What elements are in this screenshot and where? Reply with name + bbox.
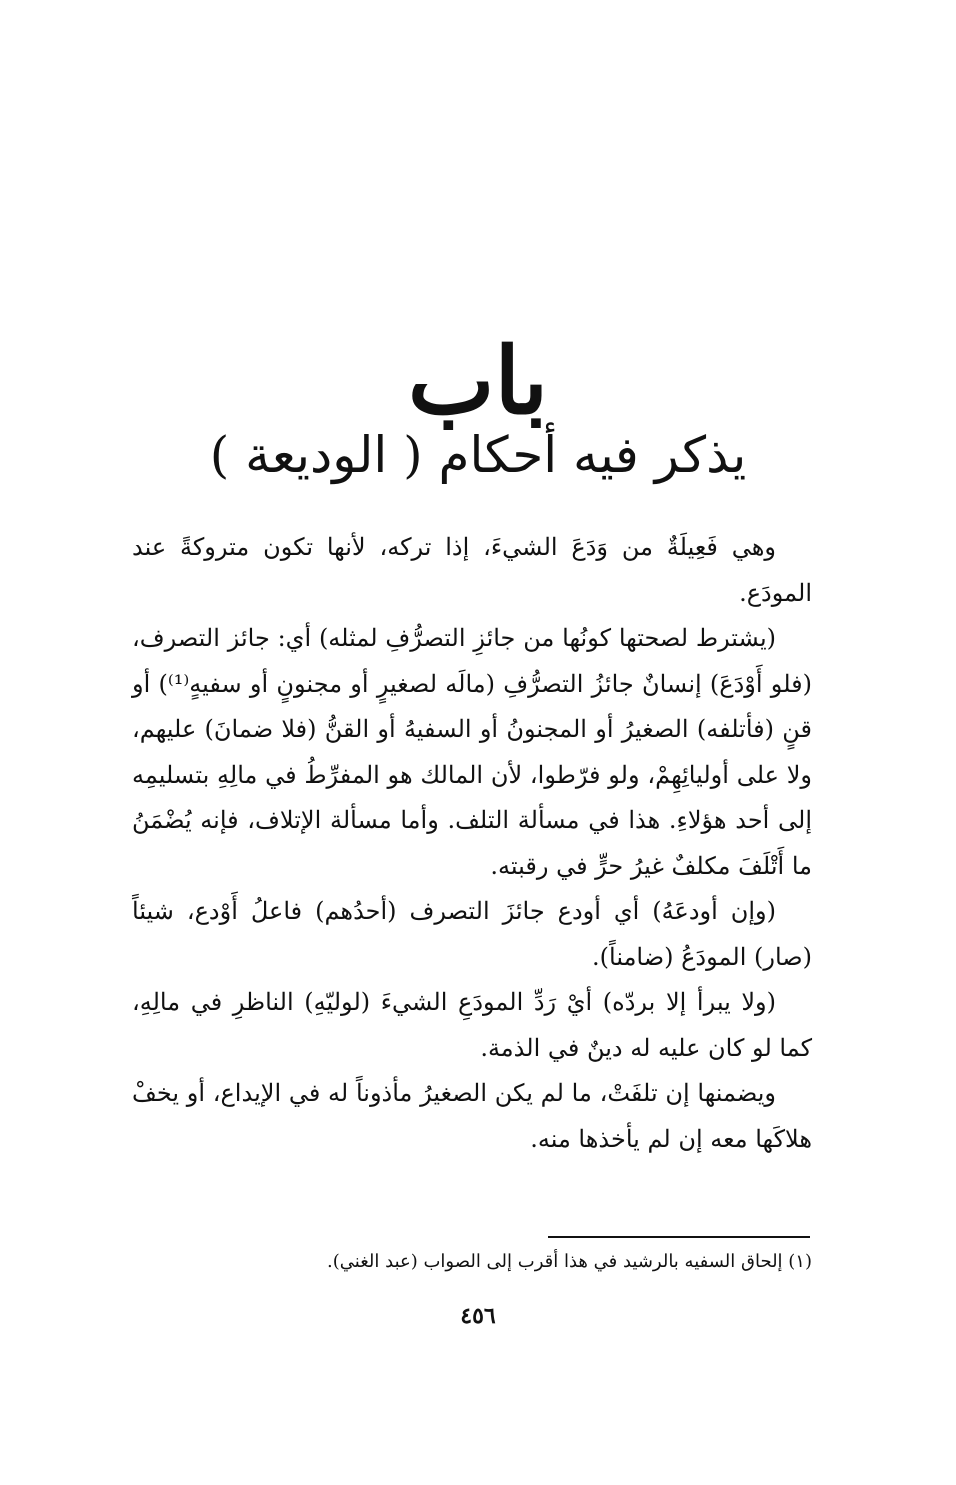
paragraph: (يشترط لصحتها كونُها من جائزِ التصرُّفِ لمثله) أي: جائز التصرف، (فلو أَوْدَعَ) إنسانٌ جائزُ التصرُّفِ (مالَه لصغيرٍ أو مجنونٍ أو سفيهٍ⁽¹⁾) أو قنٍ (فأتلفه) الصغيرُ أو المجنونُ أو السفيهُ أو القنُّ (فلا ضمانَ) عليهم، ولا على أوليائِهِمْ، ولو فرّطوا، لأن المالك هو المفرِّطُ في مالِهِ بتسليمِه إلى أحد هؤلاءِ. هذا في مسألة التلف. وأما مسألة الإتلاف، فإنه يُضْمَنُ ما أَتْلَفَ مكلفٌ غيرُ حرٍّ في رقبته. (132, 624, 813, 880)
footnote-divider (548, 1236, 810, 1238)
page-number: ٤٥٦ (460, 1303, 496, 1329)
paragraph: (وإن أودعَهُ) أي أودع جائزَ التصرف (أحدُهم) فاعلُ أَوْدع، شيئاً (صار) المودَعُ (ضامناً). (132, 897, 812, 971)
paragraph: ويضمنها إن تلفَتْ، ما لم يكن الصغيرُ مأذوناً له في الإيداع، أو يخفْ هلاكَها معه إن لم يأخذها منه. (132, 1079, 812, 1153)
chapter-heading: باب (407, 327, 549, 435)
footnote: (١) إلحاق السفيه بالرشيد في هذا أقرب إلى الصواب (عبد الغني). (327, 1251, 812, 1272)
paragraph: وهي فَعِيلَةٌ من وَدَعَ الشيءَ، إذا تركه، لأنها تكون متروكةً عند المودَع. (132, 533, 812, 607)
chapter-subtitle: يذكر فيه أحكام ( الوديعة ) (209, 426, 747, 484)
body-text (132, 525, 812, 1162)
paragraph: (ولا يبرأ إلا بردّه) أيْ رَدِّ المودَعِ الشيءَ (لوليّهِ) الناظرِ في مالِهِ، كما لو كان عليه له دينٌ في الذمة. (132, 988, 812, 1062)
